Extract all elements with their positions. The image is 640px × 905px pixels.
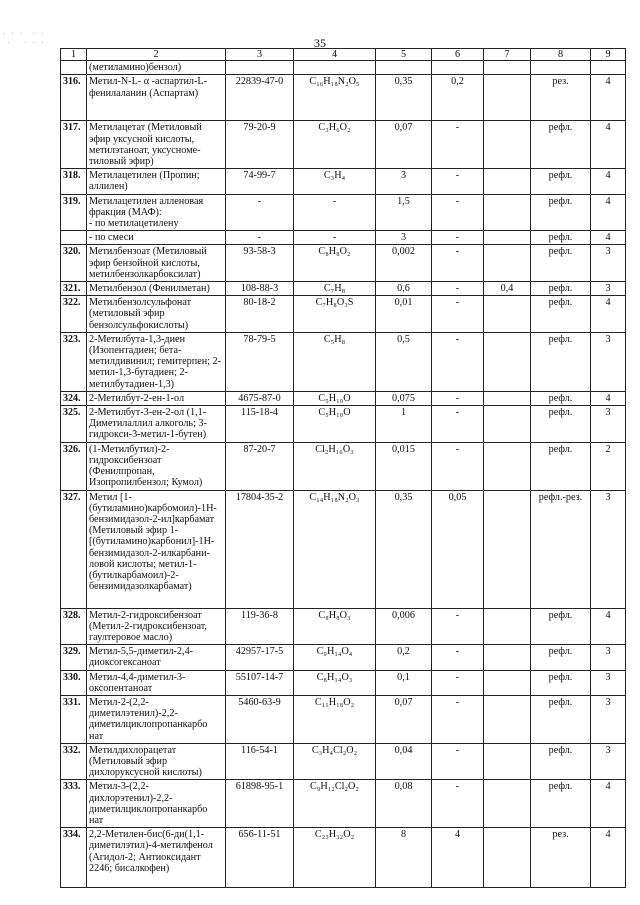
cas-number: 656-11-51 <box>226 828 294 888</box>
hazard-class: 4 <box>591 75 626 121</box>
value-col7 <box>484 490 531 608</box>
value-col6: - <box>432 194 484 231</box>
chemical-formula: - <box>294 194 376 231</box>
cas-number: 74-99-7 <box>226 169 294 194</box>
aggregate-state: рефл. <box>531 608 591 645</box>
value-col7 <box>484 645 531 670</box>
substance-name: Метил-2-(2,2-диметилэтенил)-2,2-диметилциклопропанкарбо нат <box>87 695 226 743</box>
aggregate-state: рефл. <box>531 670 591 695</box>
aggregate-state: рефл.-рез. <box>531 490 591 608</box>
row-number <box>61 231 87 245</box>
value-col7 <box>484 828 531 888</box>
table-row <box>61 406 626 443</box>
aggregate-state: рефл. <box>531 406 591 443</box>
hazard-class: 4 <box>591 194 626 231</box>
substance-name: Метил-4,4-диметил-3-оксопентаноат <box>87 670 226 695</box>
value-col5: 0,002 <box>376 245 432 282</box>
scan-artifact: · · · · · · · · · <box>2 30 45 47</box>
value-col5: 0,07 <box>376 695 432 743</box>
row-number: 320. <box>61 245 87 282</box>
table-row <box>61 121 626 169</box>
row-number: 331. <box>61 695 87 743</box>
cas-number: 5460-63-9 <box>226 695 294 743</box>
row-number: 318. <box>61 169 87 194</box>
value-col6: - <box>432 608 484 645</box>
value-col6: - <box>432 231 484 245</box>
col-header-3: 3 <box>226 49 294 61</box>
value-col7 <box>484 695 531 743</box>
value-col6: - <box>432 743 484 780</box>
value-col7 <box>484 743 531 780</box>
chemical-formula: C₇H₈ <box>294 282 376 296</box>
aggregate-state: рефл. <box>531 121 591 169</box>
value-col6: 0,05 <box>432 490 484 608</box>
substance-name: 2,2-Метилен-бис(6-ди(1,1-диметилэтил)-4-метилфенол (Агидол-2; Антиоксидант 2246; бисалкофен) <box>87 828 226 888</box>
chemical-formula: C₅H₁₀O <box>294 391 376 405</box>
cas-number: 61898-95-1 <box>226 780 294 828</box>
hazard-class: 4 <box>591 391 626 405</box>
cas-number <box>226 61 294 75</box>
hazard-class: 3 <box>591 332 626 391</box>
hazard-class: 3 <box>591 645 626 670</box>
value-col5: 0,2 <box>376 645 432 670</box>
table-row <box>61 75 626 121</box>
hazard-class: 3 <box>591 695 626 743</box>
value-col5: 0,075 <box>376 391 432 405</box>
table-row <box>61 296 626 333</box>
substance-name: Метилацетилен алленовая фракция (МАФ): - по метилацетилену <box>87 194 226 231</box>
value-col7 <box>484 169 531 194</box>
substance-name: 2-Метилбута-1,3-диен (Изопентадиен; бета-метилдивинил; гемитерпен; 2-метил-1,3-бутадиен; 2-метилбутадиен-1,3) <box>87 332 226 391</box>
cas-number: 79-20-9 <box>226 121 294 169</box>
col-header-8: 8 <box>531 49 591 61</box>
chemical-formula: C₅H₁₀O <box>294 406 376 443</box>
value-col6: - <box>432 695 484 743</box>
table-row <box>61 169 626 194</box>
chemical-formula: - <box>294 231 376 245</box>
chemical-formula: C₁₆H₁₈N₂O₅ <box>294 75 376 121</box>
table-row <box>61 828 626 888</box>
substance-name: 2-Метилбут-2-ен-1-ол <box>87 391 226 405</box>
substance-name: 2-Метилбут-3-ен-2-ол (1,1-Диметилаллил алкоголь; 3-гидрокси-3-метил-1-бутен) <box>87 406 226 443</box>
substance-name: Метил [1-(бутиламино)карбомоил)-1Н-бензимидазол-2-ил]карбамат (Метиловый эфир 1-[(бутиламино)карбонил]-1Н-бензимидазол-2-илкарбани- ловой кислоты; метил-1-(бутилкарбамоил)-2-бензимидазолкарбамат) <box>87 490 226 608</box>
table-row <box>61 695 626 743</box>
value-col7: 0,4 <box>484 282 531 296</box>
table-row <box>61 231 626 245</box>
row-number: 328. <box>61 608 87 645</box>
value-col6: 0,2 <box>432 75 484 121</box>
table-row <box>61 332 626 391</box>
substance-name: Метилацетилен (Пропин; аллилен) <box>87 169 226 194</box>
row-number <box>61 61 87 75</box>
table-row <box>61 391 626 405</box>
value-col7 <box>484 245 531 282</box>
value-col7 <box>484 61 531 75</box>
value-col6: - <box>432 442 484 490</box>
aggregate-state: рефл. <box>531 296 591 333</box>
cas-number: 87-20-7 <box>226 442 294 490</box>
aggregate-state <box>531 61 591 75</box>
row-number: 316. <box>61 75 87 121</box>
value-col5 <box>376 61 432 75</box>
chemical-formula: C₇H₈O₃S <box>294 296 376 333</box>
chemical-formula: C₃H₄Cl₂O₂ <box>294 743 376 780</box>
aggregate-state: рез. <box>531 828 591 888</box>
cas-number: 93-58-3 <box>226 245 294 282</box>
row-number: 323. <box>61 332 87 391</box>
value-col7 <box>484 608 531 645</box>
table-row <box>61 282 626 296</box>
aggregate-state: рефл. <box>531 442 591 490</box>
col-header-2: 2 <box>87 49 226 61</box>
hazard-class <box>591 61 626 75</box>
hazard-class: 4 <box>591 780 626 828</box>
value-col5: 0,5 <box>376 332 432 391</box>
chemical-formula: C₃H₄ <box>294 169 376 194</box>
substance-name: (1-Метилбутил)-2-гидроксибензоат (Фенилпропан, Изопропилбензол; Кумол) <box>87 442 226 490</box>
substance-name: Метил-3-(2,2-дихлорэтенил)-2,2-диметилциклопропанкарбо нат <box>87 780 226 828</box>
hazard-class: 2 <box>591 442 626 490</box>
row-number: 332. <box>61 743 87 780</box>
value-col5: 0,01 <box>376 296 432 333</box>
value-col5: 0,35 <box>376 75 432 121</box>
row-number: 327. <box>61 490 87 608</box>
chemical-formula: C₂₃H₃₂O₂ <box>294 828 376 888</box>
table-row <box>61 442 626 490</box>
value-col5: 8 <box>376 828 432 888</box>
value-col6: - <box>432 406 484 443</box>
row-number: 325. <box>61 406 87 443</box>
value-col5: 0,07 <box>376 121 432 169</box>
value-col7 <box>484 442 531 490</box>
value-col5: 1,5 <box>376 194 432 231</box>
value-col6 <box>432 61 484 75</box>
value-col6: - <box>432 645 484 670</box>
substance-name: Метилбензолсульфонат (метиловый эфир бензолсульфокислоты) <box>87 296 226 333</box>
cas-number: 80-18-2 <box>226 296 294 333</box>
substance-name: Метилбензоат (Метиловый эфир бензойной кислоты, метилбензолкарбоксилат) <box>87 245 226 282</box>
cas-number: 17804-35-2 <box>226 490 294 608</box>
value-col5: 0,35 <box>376 490 432 608</box>
hazard-class: 3 <box>591 670 626 695</box>
table-row <box>61 608 626 645</box>
value-col7 <box>484 780 531 828</box>
hazard-class: 3 <box>591 406 626 443</box>
hazard-class: 3 <box>591 282 626 296</box>
cas-number: - <box>226 194 294 231</box>
aggregate-state: рефл. <box>531 282 591 296</box>
col-header-7: 7 <box>484 49 531 61</box>
row-number: 324. <box>61 391 87 405</box>
value-col5: 0,08 <box>376 780 432 828</box>
value-col6: 4 <box>432 828 484 888</box>
chemical-formula: C₈H₁₄O₃ <box>294 670 376 695</box>
value-col7 <box>484 670 531 695</box>
aggregate-state: рефл. <box>531 391 591 405</box>
value-col6: - <box>432 332 484 391</box>
hazard-class: 3 <box>591 245 626 282</box>
cas-number: 116-54-1 <box>226 743 294 780</box>
value-col6: - <box>432 245 484 282</box>
value-col7 <box>484 296 531 333</box>
hazard-class: 3 <box>591 490 626 608</box>
table-row <box>61 780 626 828</box>
value-col7 <box>484 194 531 231</box>
value-col6: - <box>432 780 484 828</box>
row-number: 334. <box>61 828 87 888</box>
hazard-class: 4 <box>591 828 626 888</box>
value-col7 <box>484 391 531 405</box>
aggregate-state: рефл. <box>531 743 591 780</box>
hazard-class: 4 <box>591 608 626 645</box>
value-col5: 3 <box>376 231 432 245</box>
aggregate-state: рефл. <box>531 194 591 231</box>
row-number: 319. <box>61 194 87 231</box>
value-col6: - <box>432 169 484 194</box>
substance-name: Метил-5,5-диметил-2,4-диоксогексаноат <box>87 645 226 670</box>
page-number: 35 <box>314 36 326 50</box>
value-col5: 0,1 <box>376 670 432 695</box>
value-col6: - <box>432 282 484 296</box>
chemical-formula: C₁₁H₁₈O₂ <box>294 695 376 743</box>
hazard-class: 4 <box>591 296 626 333</box>
cas-number: 115-18-4 <box>226 406 294 443</box>
row-number: 330. <box>61 670 87 695</box>
table-row <box>61 61 626 75</box>
row-number: 317. <box>61 121 87 169</box>
hazard-class: 4 <box>591 121 626 169</box>
value-col5: 0,006 <box>376 608 432 645</box>
chemical-formula: C₉H₁₂Cl₂O₂ <box>294 780 376 828</box>
table-row <box>61 245 626 282</box>
value-col7 <box>484 406 531 443</box>
chemical-formula: C₅H₈ <box>294 332 376 391</box>
aggregate-state: рефл. <box>531 231 591 245</box>
chemical-formula: C₉H₁₄O₄ <box>294 645 376 670</box>
value-col5: 0,6 <box>376 282 432 296</box>
cas-number: 22839-47-0 <box>226 75 294 121</box>
value-col5: 0,015 <box>376 442 432 490</box>
row-number: 322. <box>61 296 87 333</box>
cas-number: 55107-14-7 <box>226 670 294 695</box>
value-col6: - <box>432 296 484 333</box>
cas-number: - <box>226 231 294 245</box>
row-number: 326. <box>61 442 87 490</box>
header-row <box>61 49 626 61</box>
aggregate-state: рез. <box>531 75 591 121</box>
chemical-formula: C₁₄H₁₈N₂O₃ <box>294 490 376 608</box>
substance-name: Метилбензол (Фенилметан) <box>87 282 226 296</box>
value-col7 <box>484 332 531 391</box>
col-header-1: 1 <box>61 49 87 61</box>
cas-number: 119-36-8 <box>226 608 294 645</box>
substance-name: Метил-N-L- α -аспартил-L-фенилаланин (Аспартам) <box>87 75 226 121</box>
chemical-formula <box>294 61 376 75</box>
aggregate-state: рефл. <box>531 645 591 670</box>
substance-name: (метиламино)бензол) <box>87 61 226 75</box>
chemical-formula: C₈H₈O₃ <box>294 608 376 645</box>
substances-table <box>60 48 626 888</box>
hazard-class: 4 <box>591 169 626 194</box>
substance-name: - по смеси <box>87 231 226 245</box>
col-header-9: 9 <box>591 49 626 61</box>
value-col7 <box>484 231 531 245</box>
substance-name: Метил-2-гидроксибензоат (Метил-2-гидроксибензоат, гаултеровое масло) <box>87 608 226 645</box>
substance-name: Метилацетат (Метиловый эфир уксусной кислоты, метилэтаноат, уксуснометиловый эфир) <box>87 121 226 169</box>
hazard-class: 3 <box>591 743 626 780</box>
col-header-4: 4 <box>294 49 376 61</box>
value-col7 <box>484 121 531 169</box>
table-row <box>61 743 626 780</box>
table-row <box>61 645 626 670</box>
hazard-class: 4 <box>591 231 626 245</box>
table-row <box>61 490 626 608</box>
col-header-5: 5 <box>376 49 432 61</box>
chemical-formula: C₃H₆O₂ <box>294 121 376 169</box>
chemical-formula: Cl₂H₁₆O₃ <box>294 442 376 490</box>
cas-number: 4675-87-0 <box>226 391 294 405</box>
row-number: 329. <box>61 645 87 670</box>
cas-number: 42957-17-5 <box>226 645 294 670</box>
value-col6: - <box>432 391 484 405</box>
substance-name: Метилдихлорацетат (Метиловый эфир дихлоруксусной кислоты) <box>87 743 226 780</box>
value-col6: - <box>432 670 484 695</box>
chemical-formula: C₈H₈O₂ <box>294 245 376 282</box>
table-row <box>61 194 626 231</box>
cas-number: 108-88-3 <box>226 282 294 296</box>
row-number: 321. <box>61 282 87 296</box>
aggregate-state: рефл. <box>531 245 591 282</box>
value-col5: 1 <box>376 406 432 443</box>
cas-number: 78-79-5 <box>226 332 294 391</box>
value-col5: 0,04 <box>376 743 432 780</box>
aggregate-state: рефл. <box>531 695 591 743</box>
value-col5: 3 <box>376 169 432 194</box>
aggregate-state: рефл. <box>531 169 591 194</box>
aggregate-state: рефл. <box>531 332 591 391</box>
table-row <box>61 670 626 695</box>
col-header-6: 6 <box>432 49 484 61</box>
value-col6: - <box>432 121 484 169</box>
value-col7 <box>484 75 531 121</box>
aggregate-state: рефл. <box>531 780 591 828</box>
row-number: 333. <box>61 780 87 828</box>
